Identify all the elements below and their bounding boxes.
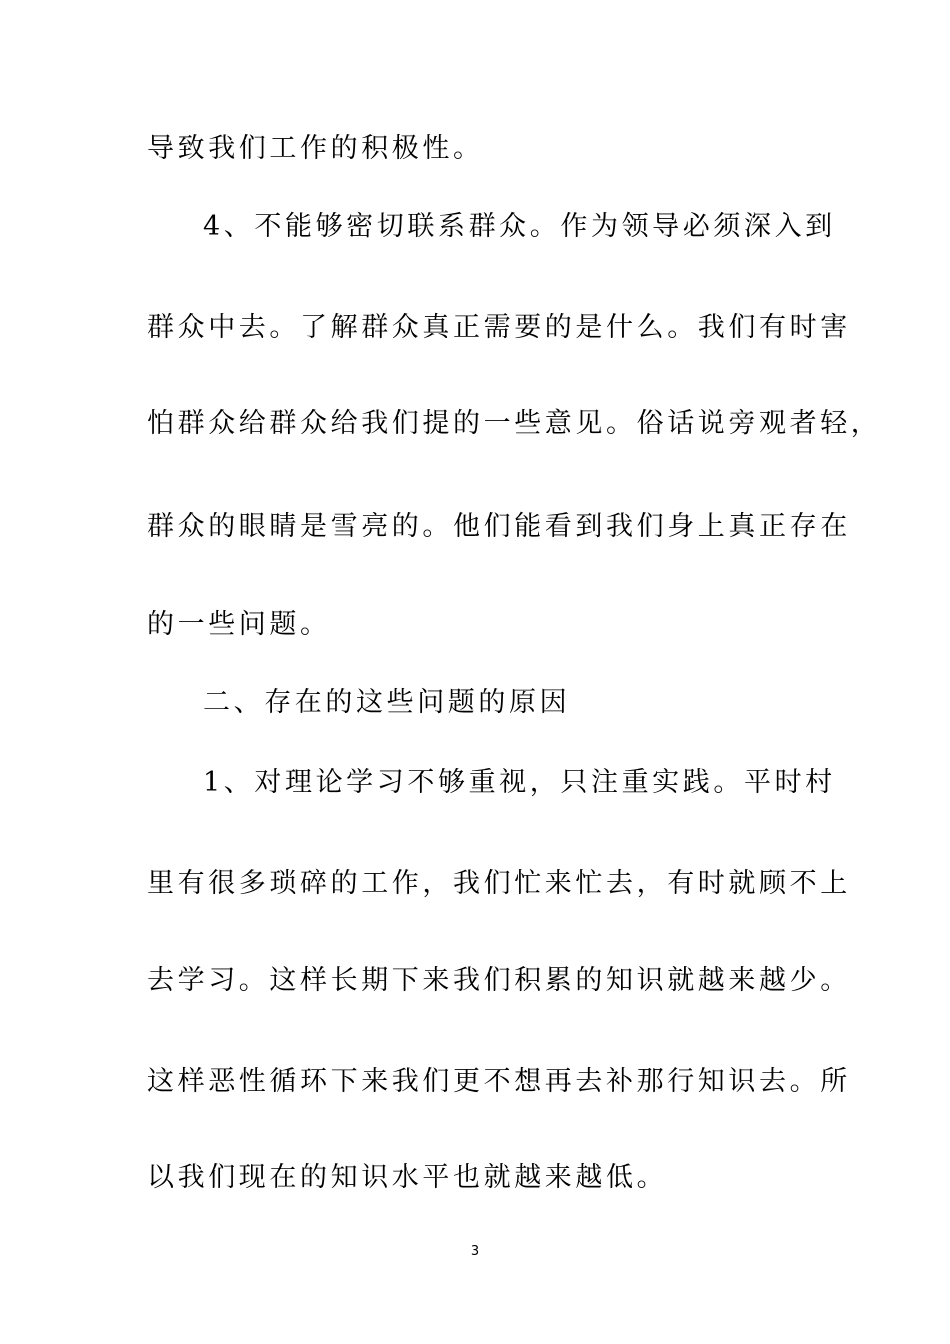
text-line: 群众的眼睛是雪亮的。他们能看到我们身上真正存在	[147, 511, 851, 542]
text-line: 去学习。这样长期下来我们积累的知识就越来越少。	[147, 965, 851, 996]
text-line: 以我们现在的知识水平也就越来越低。	[147, 1162, 668, 1193]
text-line: 怕群众给群众给我们提的一些意见。俗话说旁观者轻，	[147, 408, 882, 439]
text-line: 导致我们工作的积极性。	[147, 133, 484, 164]
text-line: 这样恶性循环下来我们更不想再去补那行知识去。所	[147, 1066, 851, 1097]
page-number: 3	[470, 1244, 480, 1259]
text-line: 群众中去。了解群众真正需要的是什么。我们有时害	[147, 312, 851, 343]
text-line: 的一些问题。	[147, 609, 331, 640]
paragraph-item-4-line: 4、不能够密切联系群众。作为领导必须深入到	[203, 211, 836, 242]
section-heading: 二、存在的这些问题的原因	[203, 687, 571, 718]
paragraph-item-1-line: 1、对理论学习不够重视，只注重实践。平时村	[203, 767, 836, 798]
text-line: 里有很多琐碎的工作，我们忙来忙去，有时就顾不上	[147, 868, 851, 899]
